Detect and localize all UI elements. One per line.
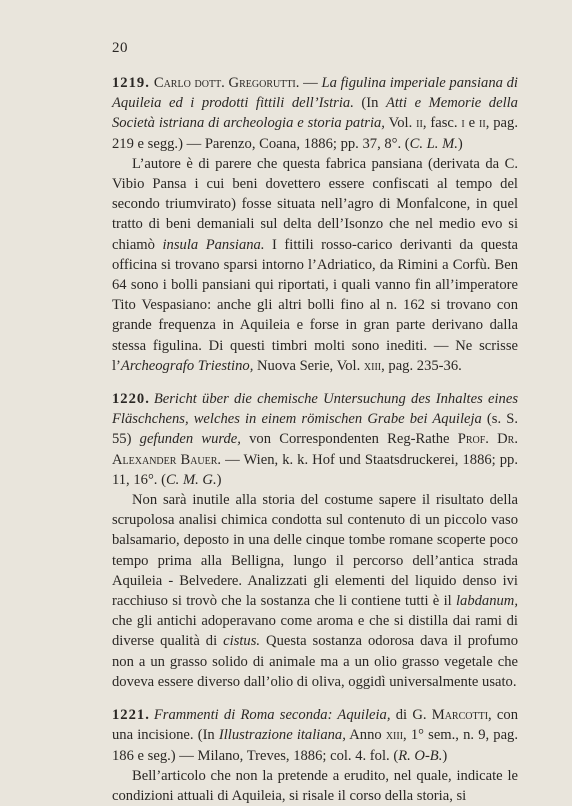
page-number: 20 (112, 40, 128, 56)
text-run: Vol. (384, 115, 417, 132)
entry-citation (112, 389, 518, 490)
text-run: , fasc. (422, 115, 462, 132)
text-run: con una incisione. (In (112, 707, 518, 744)
italic-text: Atti e Memorie della Società istriana di archeologia e storia patria, (112, 95, 518, 132)
bibliography-entry (112, 389, 518, 692)
text-run: (In (353, 95, 386, 112)
italic-text: gefunden wurde, (139, 431, 241, 448)
text-run: Non sarà inutile alla storia del costume sapere il risultato della scrupolosa analisi chimica condotta sul contenuto di un piccolo vaso balsamario, deposto in una delle cinque tombe romane scoperte poco tempo prima alla Belligna, lungo il percorso dell’antica strada Aquileia - Belvedere. Analizzati gli elementi del liquido denso ivi racchiuso si trovò che la sostanza che li contiene tutti è il (112, 492, 518, 610)
text-run: — Wien, k. k. Hof und Staatsdruckerei, 1886; pp. 11, 16°. ( (112, 451, 518, 488)
bibliography-entry (112, 705, 518, 806)
italic-text: R. O-B. (398, 747, 443, 764)
entry-summary (112, 154, 518, 376)
text-run: von Correspondenten Reg-Rathe (240, 431, 458, 448)
italic-text: Frammenti di Roma seconda: Aquileia, (153, 707, 391, 724)
small-caps-text: ii (479, 115, 486, 132)
small-caps-text: xiii (363, 357, 382, 374)
italic-text: C. M. G. (165, 471, 217, 488)
italic-text: C. L. M. (409, 135, 458, 152)
text-run: e (464, 115, 480, 132)
italic-text: Archeografo Triestino, (120, 357, 254, 374)
italic-text: Bericht über die chemische Untersuchung des Inhaltes eines Fläschchens, welches in einem römischen Grabe bei Aquileja (112, 391, 518, 428)
text-run: ) (216, 471, 222, 488)
text-run: Nuova Serie, Vol. (253, 357, 364, 374)
text-run: L’autore è di parere che questa fabrica pansiana (derivata da C. Vibio Pansa i cui beni dovettero essere confiscati al tempo del secondo triumvirato) fosse situata nell’agro di Monfalcone, in quel tratto di beni demaniali sul delta dell’Isonzo che nel medio evo si chiamò (112, 155, 518, 253)
italic-text: insula Pansiana. (162, 236, 265, 253)
italic-text: Illustrazione italiana, (218, 727, 346, 744)
italic-text: labdanum, (455, 593, 518, 610)
text-run: Bell’articolo che non la pretende a erudito, nel quale, indicate le condizioni attuali di Aquileia, si risale il corso della storia, si (112, 767, 518, 804)
entry-number: 1221. (112, 707, 150, 724)
small-caps-text: Prof. Dr. Alexander Bauer. (112, 431, 518, 468)
text-run: , pag. 235-36. (381, 357, 462, 374)
text-run: — (299, 75, 322, 91)
small-caps-text: xiii (385, 727, 404, 744)
entry-citation (112, 705, 518, 766)
text-run: I fittili rosso-carico derivanti da questa officina si trovano sparsi intorno l’Adriatico, da Rimini a Corfù. Ben 64 sono i bolli pansiani qui riportati, i quali vanno fin all’imperatore Tito Vespasiano: anche gli altri bolli fino al n. 162 si trovano con grande frequenza in Aquileia e forse in gran parte derivano dalla stessa figulina. Di questi timbri molti sono inediti. — Ne scrisse l’ (112, 236, 518, 374)
text-run: ) (442, 747, 448, 764)
text-run: che gli antichi adoperavano come aroma e che si distilla dai rami di diverse qualità di (112, 613, 518, 650)
small-caps-text: Marcotti, (431, 707, 492, 724)
entry-citation (112, 73, 518, 154)
entry-summary (112, 490, 518, 692)
text-run: , pag. 219 e segg.) — Parenzo, Coana, 1886; pp. 37, 8°. ( (112, 115, 518, 152)
text-run: Questa sostanza odorosa dava il profumo non a un grasso solido di animale ma a un olio grasso vegetale che doveva essere diverso dall’olio di oliva, oggidì universalmente usato. (112, 633, 519, 690)
bibliography-entry (112, 73, 518, 376)
text-run: (s. S. 55) (112, 411, 518, 448)
text-run: , 1° sem., n. 9, pag. 186 e seg.) — Milano, Treves, 1886; col. 4. fol. ( (112, 727, 519, 764)
text-run: di G. (390, 707, 432, 724)
text-run: Anno (345, 727, 386, 744)
text-run: ) (457, 135, 463, 152)
entry-number: 1220. (112, 391, 150, 408)
small-caps-text: i (461, 115, 465, 132)
small-caps-text: ii (416, 115, 423, 132)
entry-number: 1219. (112, 75, 150, 91)
italic-text: cistus. (223, 633, 261, 650)
small-caps-text: Carlo dott. Gregorutti. (153, 75, 300, 91)
italic-text: La figulina imperiale pansiana di Aquileia ed i prodotti fittili dell’Istria. (112, 75, 518, 112)
